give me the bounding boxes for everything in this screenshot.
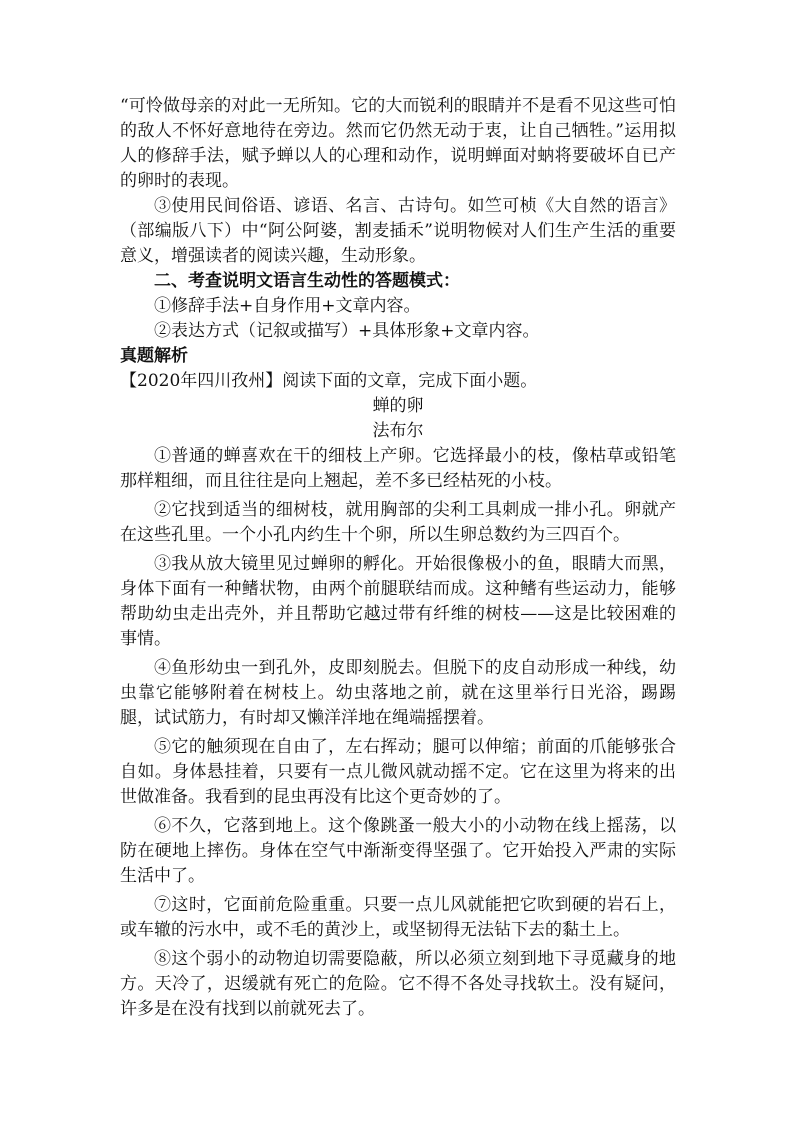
answer-pattern-1: ①修辞手法+自身作用+文章内容。	[154, 296, 421, 316]
article-paragraph: ⑤它的触须现在自由了，左右挥动；腿可以伸缩；前面的爪能够张合自如。身体悬挂着，只要有一点儿微风就动摇不定。它在这里为将来的出世做准备。我看到的昆虫再没有比这个更奇妙的了。	[120, 737, 676, 807]
article-paragraph: ⑥不久，它落到地上。这个像跳蚤一般大小的小动物在线上摇荡，以防在硬地上摔伤。身体在空气中渐渐变得坚强了。它开始投入严肃的实际生活中了。	[120, 816, 676, 886]
article-paragraph: ④鱼形幼虫一到孔外，皮即刻脱去。但脱下的皮自动形成一种线，幼虫靠它能够附着在树枝上。幼虫落地之前，就在这里举行日光浴，踢踢腿，试试筋力，有时却又懒洋洋地在绳端摇摆着。	[120, 658, 676, 728]
article-paragraph: ⑦这时，它面前危险重重。只要一点儿风就能把它吹到硬的岩石上，或车辙的污水中，或不毛的黄沙上，或坚韧得无法钻下去的黏土上。	[120, 895, 676, 940]
article-title: 蝉的卵	[372, 396, 424, 416]
article-paragraph: ⑧这个弱小的动物迫切需要隐蔽，所以必须立刻到地下寻觅藏身的地方。天冷了，迟缓就有死亡的危险。它不得不各处寻找软土。没有疑问，许多是在没有找到以前就死去了。	[120, 949, 676, 1019]
section-heading: 二、考查说明文语言生动性的答题模式：	[154, 271, 460, 291]
intro-paragraph-1: “可怜做母亲的对此一无所知。它的大而锐利的眼睛并不是看不见这些可怕的敌人不怀好意地待在旁边。然而它仍然无动于衷，让自己牺牲。”运用拟人的修辞手法，赋予蝉以人的心理和动作，说明蝉面对蚋将要破坏自已产的卵时的表现。	[120, 96, 676, 191]
exam-label: 真题解析	[120, 346, 188, 366]
exam-source: 【2020年四川孜州】阅读下面的文章，完成下面小题。	[120, 371, 538, 391]
article-paragraph: ③我从放大镜里见过蝉卵的孵化。开始很像极小的鱼，眼睛大而黑，身体下面有一种鳍状物，由两个前腿联结而成。这种鳍有些运动力，能够帮助幼虫走出壳外，并且帮助它越过带有纤维的树枝——这是比较困难的事情。	[120, 554, 676, 649]
intro-paragraph-2: ③使用民间俗语、谚语、名言、古诗句。如竺可桢《大自然的语言》（部编版八下）中“阿公阿婆，割麦插禾”说明物候对人们生产生活的重要意义，增强读者的阅读兴趣，生动形象。	[120, 196, 676, 266]
article-paragraph: ②它找到适当的细树枝，就用胸部的尖利工具刺成一排小孔。卵就产在这些孔里。一个小孔内约生十个卵，所以生卵总数约为三四百个。	[120, 500, 676, 545]
article-paragraph: ①普通的蝉喜欢在干的细枝上产卵。它选择最小的枝，像枯草或铅笔那样粗细，而且往往是向上翘起，差不多已经枯死的小枝。	[120, 446, 676, 491]
article-author: 法布尔	[372, 421, 424, 441]
answer-pattern-2: ②表达方式（记叙或描写）+具体形象+文章内容。	[154, 321, 540, 341]
